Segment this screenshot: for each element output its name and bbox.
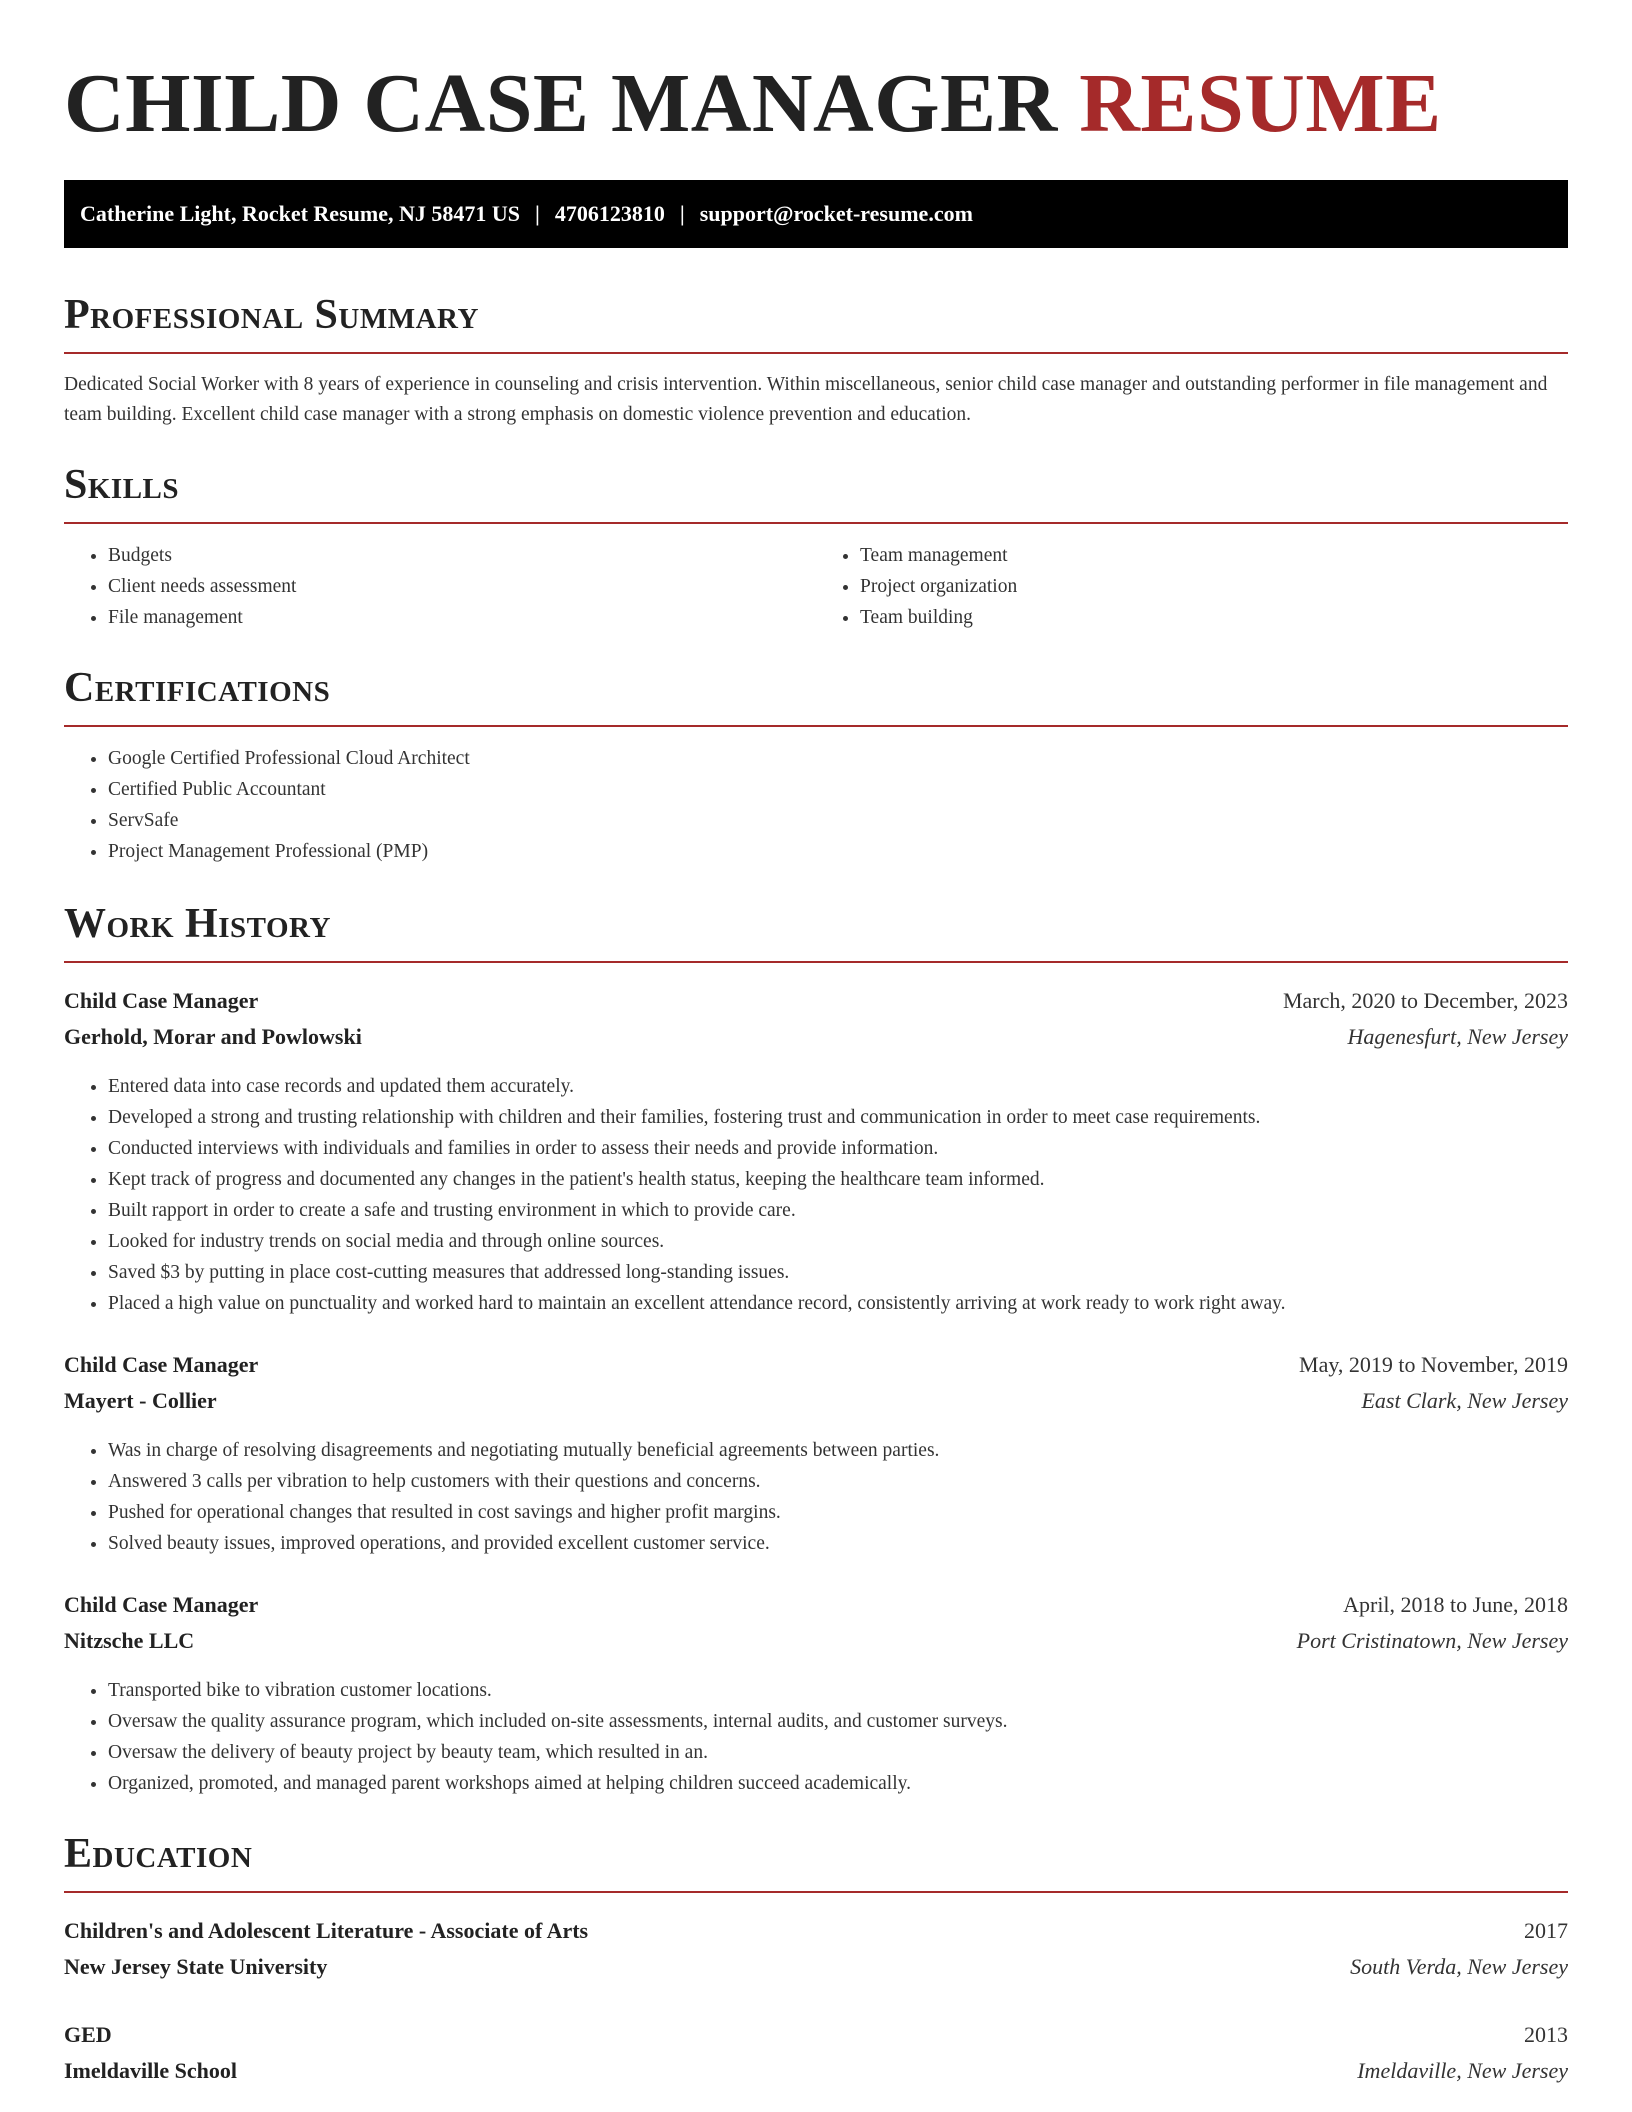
title-accent: RESUME: [1079, 57, 1442, 150]
education-school-row: [64, 1949, 1568, 1985]
section-heading: Certifications: [64, 665, 331, 711]
section-work-history: [64, 899, 1568, 1799]
education-school: Imeldaville School: [64, 2058, 237, 2083]
job-bullets: [64, 1435, 1568, 1559]
section-certifications: [64, 663, 1568, 867]
job-company: Nitzsche LLC: [64, 1628, 195, 1653]
section-heading: Work History: [64, 901, 331, 947]
certification-item: • ServSafe: [108, 805, 1568, 836]
certification-item: • Certified Public Accountant: [108, 774, 1568, 805]
section-education: [64, 1829, 1568, 2089]
job-header-row: [64, 983, 1568, 1019]
job-dates: March, 2020 to December, 2023: [1282, 988, 1568, 1013]
education-degree: Children's and Adolescent Literature - Associate of Arts: [64, 1918, 589, 1943]
skills-list-left: [64, 540, 816, 633]
job-bullet: • Oversaw the delivery of beauty project by beauty team, which resulted in an.: [108, 1737, 1568, 1768]
job-bullet: • Transported bike to vibration customer locations.: [108, 1675, 1568, 1706]
job-header-row: [64, 1587, 1568, 1623]
section-divider: [64, 961, 1568, 963]
education-location: South Verda, New Jersey: [1350, 1954, 1568, 1979]
section-divider: [64, 725, 1568, 727]
skills-list-right: [816, 540, 1568, 633]
job-bullet: • Answered 3 calls per vibration to help customers with their questions and concerns.: [108, 1466, 1568, 1497]
job-bullet: • Organized, promoted, and managed parent workshops aimed at helping children succeed academically.: [108, 1768, 1568, 1799]
section-heading: Education: [64, 1831, 253, 1877]
contact-bar: [64, 180, 1568, 248]
contact-email: support@rocket-resume.com: [699, 201, 973, 226]
section-skills: [64, 460, 1568, 633]
job-bullet: • Entered data into case records and updated them accurately.: [108, 1071, 1568, 1102]
job-bullet: • Built rapport in order to create a safe and trusting environment in which to provide care.: [108, 1195, 1568, 1226]
section-divider: [64, 1891, 1568, 1893]
job-location: East Clark, New Jersey: [1361, 1388, 1568, 1413]
job-bullet: • Oversaw the quality assurance program, which included on-site assessments, internal audits, and customer surveys.: [108, 1706, 1568, 1737]
contact-separator: |: [679, 201, 685, 226]
skill-item: • File management: [108, 602, 816, 633]
section-heading: Skills: [64, 462, 180, 508]
job-bullet: • Kept track of progress and documented any changes in the patient's health status, keeping the healthcare team informed.: [108, 1164, 1568, 1195]
job-company: Mayert - Collier: [64, 1388, 217, 1413]
job-entry: [64, 983, 1568, 1319]
contact-separator: |: [534, 201, 540, 226]
section-heading: Professional Summary: [64, 292, 479, 338]
job-bullet: • Looked for industry trends on social media and through online sources.: [108, 1226, 1568, 1257]
skill-item: • Budgets: [108, 540, 816, 571]
section-divider: [64, 352, 1568, 354]
job-bullets: [64, 1071, 1568, 1319]
job-bullet: • Saved $3 by putting in place cost-cutting measures that addressed long-standing issues.: [108, 1257, 1568, 1288]
job-company-row: [64, 1019, 1568, 1055]
summary-text: Dedicated Social Worker with 8 years of experience in counseling and crisis intervention. Within miscellaneous, senior child case manager and outstanding performer in file management and team building. Excellent child case manager with a strong emphasis on domestic violence prevention and education.: [64, 374, 1548, 425]
skill-item: • Team building: [860, 602, 1568, 633]
education-school: New Jersey State University: [64, 1954, 328, 1979]
education-degree-row: [64, 1913, 1568, 1949]
job-company: Gerhold, Morar and Powlowski: [64, 1024, 362, 1049]
education-school-row: [64, 2053, 1568, 2089]
job-bullet: • Placed a high value on punctuality and worked hard to maintain an excellent attendance record, consistently arriving at work ready to work right away.: [108, 1288, 1568, 1319]
certifications-list: [64, 743, 1568, 867]
job-title: Child Case Manager: [64, 1592, 259, 1617]
job-entry: [64, 1587, 1568, 1799]
education-year: 2013: [1524, 2022, 1568, 2047]
job-company-row: [64, 1383, 1568, 1419]
skill-item: • Client needs assessment: [108, 571, 816, 602]
education-degree: GED: [64, 2022, 112, 2047]
job-bullet: • Solved beauty issues, improved operations, and provided excellent customer service.: [108, 1528, 1568, 1559]
job-bullet: • Developed a strong and trusting relationship with children and their families, fostering trust and communication in order to meet case requirements.: [108, 1102, 1568, 1133]
job-location: Hagenesfurt, New Jersey: [1347, 1024, 1568, 1049]
education-entry: [64, 1913, 1568, 1985]
certification-item: • Project Management Professional (PMP): [108, 836, 1568, 867]
job-dates: April, 2018 to June, 2018: [1343, 1592, 1568, 1617]
education-degree-row: [64, 2017, 1568, 2053]
job-bullet: • Conducted interviews with individuals and families in order to assess their needs and provide information.: [108, 1133, 1568, 1164]
title-main: CHILD CASE MANAGER: [64, 57, 1058, 150]
job-bullet: • Pushed for operational changes that resulted in cost savings and higher profit margins.: [108, 1497, 1568, 1528]
section-professional-summary: [64, 290, 1568, 430]
job-header-row: [64, 1347, 1568, 1383]
education-location: Imeldaville, New Jersey: [1357, 2058, 1568, 2083]
job-bullet: • Was in charge of resolving disagreements and negotiating mutually beneficial agreements between parties.: [108, 1435, 1568, 1466]
skills-grid: [64, 524, 1568, 633]
skill-item: • Project organization: [860, 571, 1568, 602]
education-entry: [64, 2017, 1568, 2089]
contact-phone: 4706123810: [554, 201, 665, 226]
certification-item: • Google Certified Professional Cloud Architect: [108, 743, 1568, 774]
job-title: Child Case Manager: [64, 988, 259, 1013]
contact-name-address: Catherine Light, Rocket Resume, NJ 58471 US: [80, 201, 520, 226]
job-bullets: [64, 1675, 1568, 1799]
job-dates: May, 2019 to November, 2019: [1299, 1352, 1568, 1377]
skill-item: • Team management: [860, 540, 1568, 571]
job-entry: [64, 1347, 1568, 1559]
job-location: Port Cristinatown, New Jersey: [1296, 1628, 1568, 1653]
job-company-row: [64, 1623, 1568, 1659]
education-year: 2017: [1524, 1918, 1568, 1943]
job-title: Child Case Manager: [64, 1352, 259, 1377]
resume-title: [64, 0, 1568, 150]
